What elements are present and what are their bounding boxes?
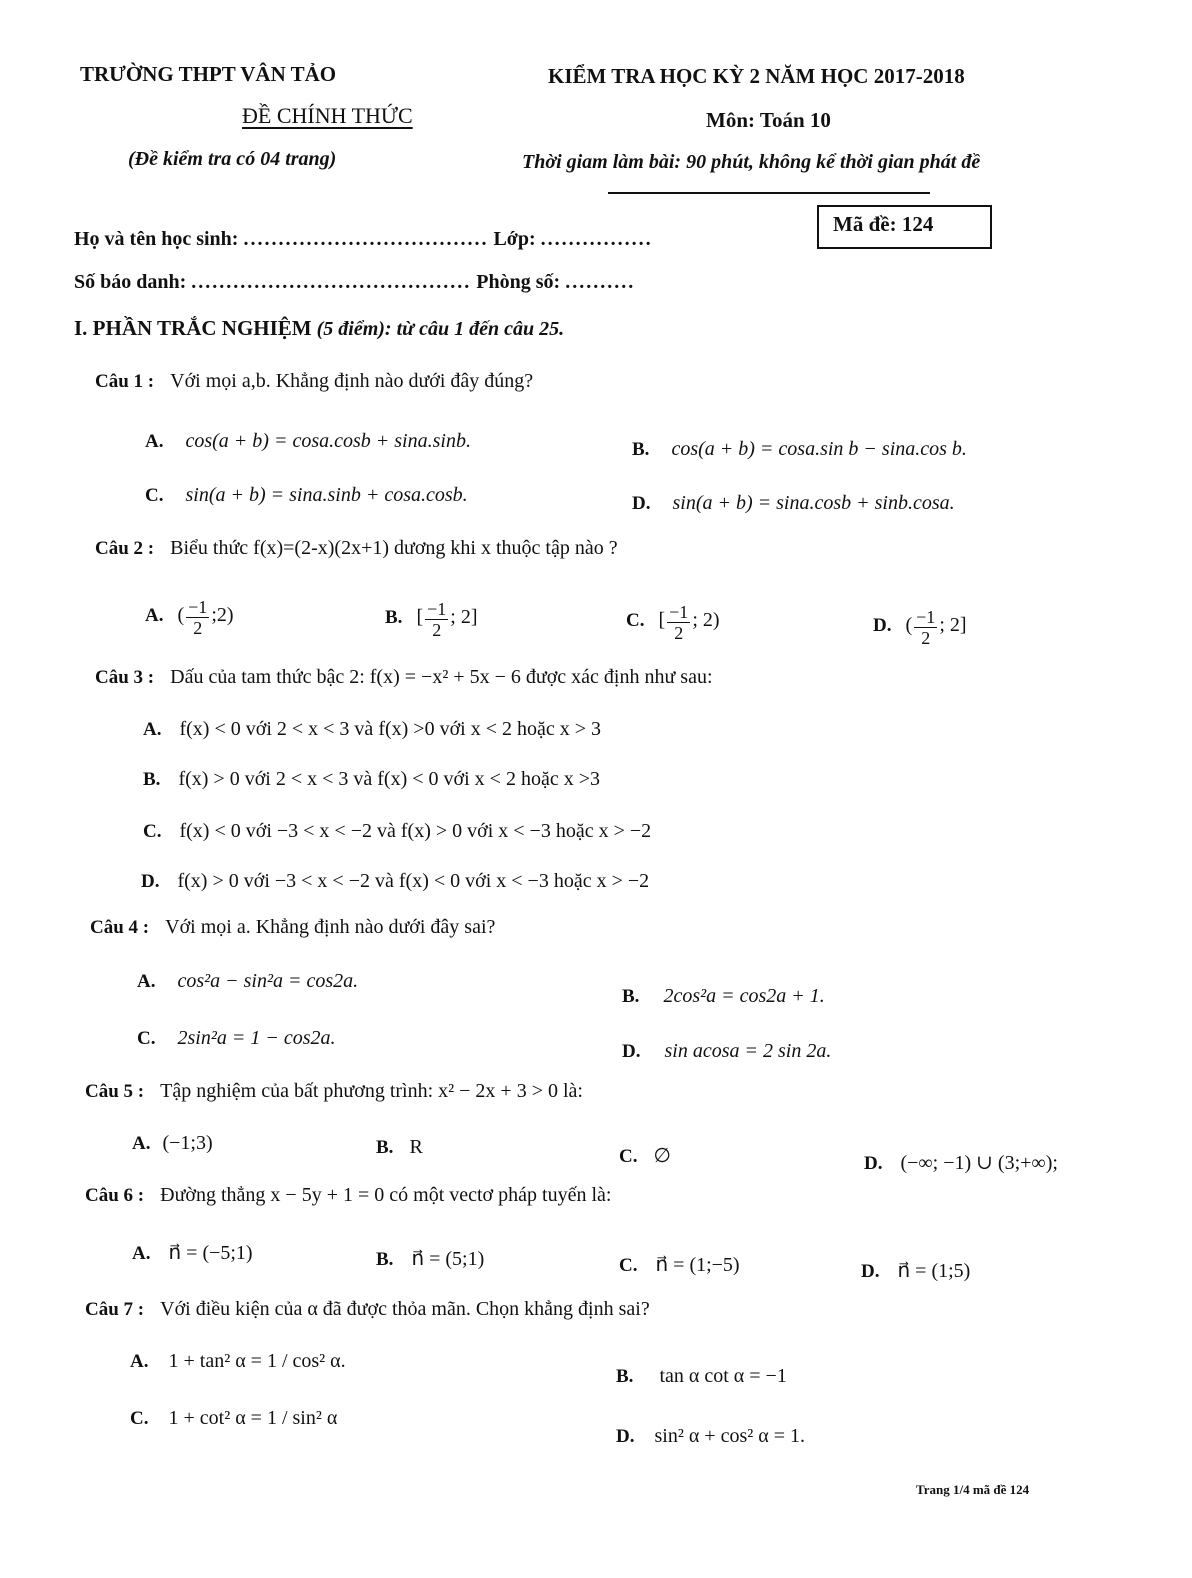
- question-label: Câu 5 :: [85, 1081, 145, 1102]
- option-letter: B.: [143, 769, 161, 790]
- room-field[interactable]: ..........: [565, 271, 636, 293]
- option-letter: C.: [619, 1255, 638, 1276]
- q2-option-c[interactable]: [626, 603, 720, 642]
- option-letter: A.: [132, 1133, 151, 1154]
- section-heading: [74, 316, 564, 341]
- option-text: f(x) > 0 với 2 < x < 3 và f(x) < 0 với x < 2 hoặc x >3: [178, 768, 600, 790]
- q1-option-a[interactable]: [145, 430, 471, 453]
- option-letter: D.: [622, 1041, 641, 1062]
- option-letter: B.: [622, 986, 640, 1007]
- fraction-denominator: 2: [921, 628, 931, 648]
- option-text: cos(a + b) = cosa.cosb + sina.sinb.: [185, 430, 471, 452]
- q3-option-a[interactable]: [143, 718, 601, 741]
- time-note: Thời giam làm bài: 90 phút, không kể thời gian phát đề: [522, 151, 981, 173]
- q1-option-d[interactable]: [632, 492, 955, 515]
- student-name-row: [74, 228, 653, 251]
- fraction: [425, 600, 448, 639]
- question-label: Câu 4 :: [90, 917, 150, 938]
- q7-option-c[interactable]: [130, 1407, 337, 1430]
- q2-option-d[interactable]: [873, 608, 967, 647]
- q6-option-a[interactable]: [132, 1240, 253, 1265]
- option-text: R: [409, 1136, 423, 1158]
- question-label: Câu 3 :: [95, 667, 155, 688]
- option-letter: B.: [385, 607, 403, 629]
- option-letter: C.: [143, 821, 162, 842]
- option-letter: D.: [864, 1153, 883, 1174]
- class-field[interactable]: ................: [540, 228, 653, 250]
- option-text: n⃗ = (5;1): [411, 1248, 485, 1270]
- option-text: f(x) < 0 với 2 < x < 3 và f(x) >0 với x < 2 hoặc x > 3: [179, 718, 602, 740]
- question-1: [95, 370, 533, 393]
- question-text: Tập nghiệm của bất phương trình: x² − 2x + 3 > 0 là:: [160, 1080, 583, 1102]
- q5-option-a[interactable]: [132, 1132, 213, 1155]
- option-text: n⃗ = (−5;1): [168, 1242, 253, 1264]
- q4-option-c[interactable]: [137, 1027, 335, 1050]
- question-text: Đường thẳng x − 5y + 1 = 0 có một vectơ pháp tuyến là:: [160, 1184, 612, 1206]
- question-4: [90, 916, 495, 939]
- question-label: Câu 1 :: [95, 371, 155, 392]
- fraction-numerator: −1: [188, 597, 208, 617]
- q3-option-d[interactable]: [141, 870, 649, 893]
- q1-option-c[interactable]: [145, 484, 468, 507]
- question-label: Câu 6 :: [85, 1185, 145, 1206]
- question-label: Câu 2 :: [95, 538, 155, 559]
- option-letter: B.: [376, 1249, 394, 1270]
- option-close: ; 2]: [450, 606, 478, 629]
- exam-code-box: [817, 205, 992, 249]
- fraction-denominator: 2: [193, 618, 203, 638]
- q3-option-b[interactable]: [143, 768, 600, 791]
- option-letter: A.: [137, 971, 156, 992]
- q5-option-b[interactable]: [376, 1136, 423, 1159]
- option-text: 1 + cot² α = 1 / sin² α: [168, 1407, 338, 1429]
- fraction-numerator: −1: [916, 607, 936, 627]
- option-letter: A.: [130, 1351, 149, 1372]
- option-text: cos²a − sin²a = cos2a.: [177, 970, 359, 992]
- subject: Môn: Toán 10: [706, 108, 831, 132]
- q6-option-c[interactable]: [619, 1252, 740, 1277]
- option-letter: C.: [626, 610, 645, 632]
- q6-option-d[interactable]: [861, 1258, 970, 1283]
- student-name-label: Họ và tên học sinh:: [74, 228, 239, 250]
- option-letter: B.: [632, 439, 650, 460]
- student-id-row: [74, 271, 635, 294]
- student-id-field[interactable]: ........................................: [191, 271, 472, 293]
- q3-option-c[interactable]: [143, 820, 651, 843]
- question-text: Với mọi a. Khẳng định nào dưới đây sai?: [165, 916, 496, 938]
- q4-option-b[interactable]: [622, 985, 825, 1008]
- section-title: I. PHẦN TRẮC NGHIỆM: [74, 316, 312, 340]
- school-name: TRƯỜNG THPT VÂN TẢO: [80, 62, 337, 86]
- section-points: (5 điểm):: [316, 318, 392, 340]
- option-text: sin² α + cos² α = 1.: [654, 1425, 805, 1447]
- option-open: [: [416, 606, 424, 629]
- student-id-label: Số báo danh:: [74, 271, 187, 293]
- option-close: ;2): [211, 604, 234, 627]
- question-7: [85, 1298, 650, 1321]
- option-close: ; 2): [692, 609, 720, 632]
- option-letter: D.: [616, 1426, 635, 1447]
- option-text: sin(a + b) = sina.sinb + cosa.cosb.: [185, 484, 468, 506]
- option-text: tan α cot α = −1: [659, 1365, 787, 1387]
- option-text: 2sin²a = 1 − cos2a.: [177, 1027, 336, 1049]
- option-letter: C.: [130, 1408, 149, 1429]
- question-text: Dấu của tam thức bậc 2: f(x) = −x² + 5x − 6 được xác định như sau:: [170, 666, 713, 688]
- option-open: [: [658, 609, 666, 632]
- q7-option-d[interactable]: [616, 1425, 805, 1448]
- option-letter: B.: [616, 1366, 634, 1387]
- option-letter: C.: [137, 1028, 156, 1049]
- question-5: [85, 1080, 583, 1103]
- option-letter: C.: [619, 1146, 638, 1167]
- fraction-denominator: 2: [432, 620, 442, 640]
- room-label: Phòng số:: [476, 271, 561, 293]
- option-letter: D.: [873, 615, 892, 637]
- option-letter: A.: [143, 719, 162, 740]
- class-label: Lớp:: [493, 228, 536, 250]
- option-text: f(x) < 0 với −3 < x < −2 và f(x) > 0 với x < −3 hoặc x > −2: [179, 820, 652, 842]
- option-close: ; 2]: [939, 614, 967, 637]
- option-text: f(x) > 0 với −3 < x < −2 và f(x) < 0 với x < −3 hoặc x > −2: [177, 870, 650, 892]
- option-letter: A.: [145, 431, 164, 452]
- option-text: ∅: [653, 1145, 671, 1167]
- option-letter: A.: [145, 605, 164, 627]
- question-3: [95, 666, 713, 689]
- q4-option-a[interactable]: [137, 970, 358, 993]
- q1-option-b[interactable]: [632, 438, 967, 461]
- question-6: [85, 1184, 611, 1207]
- fraction-numerator: −1: [427, 599, 447, 619]
- fraction-denominator: 2: [674, 623, 684, 643]
- option-letter: D.: [141, 871, 160, 892]
- q4-option-d[interactable]: [622, 1040, 831, 1063]
- option-text: (−1;3): [162, 1132, 213, 1154]
- question-text: Với mọi a,b. Khẳng định nào dưới đây đúng?: [170, 370, 534, 392]
- fraction: [667, 603, 690, 642]
- option-text: n⃗ = (1;−5): [655, 1254, 740, 1276]
- option-open: (: [177, 604, 185, 627]
- exam-code: Mã đề: 124: [833, 212, 934, 236]
- option-text: 1 + tan² α = 1 / cos² α.: [168, 1350, 346, 1372]
- question-text: Biểu thức f(x)=(2-x)(2x+1) dương khi x thuộc tập nào ?: [170, 537, 618, 559]
- option-letter: D.: [861, 1261, 880, 1282]
- option-text: sin(a + b) = sina.cosb + sinb.cosa.: [672, 492, 955, 514]
- page-footer: Trang 1/4 mã đề 124: [916, 1482, 1030, 1497]
- option-text: cos(a + b) = cosa.sin b − sina.cos b.: [671, 438, 967, 460]
- option-letter: D.: [632, 493, 651, 514]
- option-text: sin acosa = 2 sin 2a.: [664, 1040, 832, 1062]
- fraction: [186, 598, 209, 637]
- fraction-numerator: −1: [669, 602, 689, 622]
- option-letter: C.: [145, 485, 164, 506]
- option-letter: A.: [132, 1243, 151, 1264]
- q7-option-a[interactable]: [130, 1350, 346, 1373]
- student-name-field[interactable]: ...................................: [243, 228, 489, 250]
- question-2: [95, 537, 618, 560]
- question-text: Với điều kiện của α đã được thỏa mãn. Chọn khẳng định sai?: [160, 1298, 650, 1320]
- q5-option-c[interactable]: [619, 1143, 671, 1168]
- exam-title: KIỂM TRA HỌC KỲ 2 NĂM HỌC 2017-2018: [548, 64, 965, 88]
- header-rule: [608, 192, 930, 194]
- option-text: (−∞; −1) ∪ (3;+∞);: [900, 1152, 1058, 1174]
- option-open: (: [905, 614, 913, 637]
- q2-option-a[interactable]: [145, 598, 234, 637]
- question-label: Câu 7 :: [85, 1299, 145, 1320]
- pages-note: (Đề kiểm tra có 04 trang): [128, 148, 337, 170]
- q5-option-d[interactable]: [864, 1150, 1058, 1175]
- official-label: ĐỀ CHÍNH THỨC: [242, 103, 413, 128]
- section-range: từ câu 1 đến câu 25.: [396, 318, 565, 340]
- q7-option-b[interactable]: [616, 1365, 787, 1388]
- option-letter: B.: [376, 1137, 394, 1158]
- option-text: 2cos²a = cos2a + 1.: [663, 985, 825, 1007]
- fraction: [914, 608, 937, 647]
- option-text: n⃗ = (1;5): [897, 1260, 971, 1282]
- q2-option-b[interactable]: [385, 600, 477, 639]
- q6-option-b[interactable]: [376, 1246, 484, 1271]
